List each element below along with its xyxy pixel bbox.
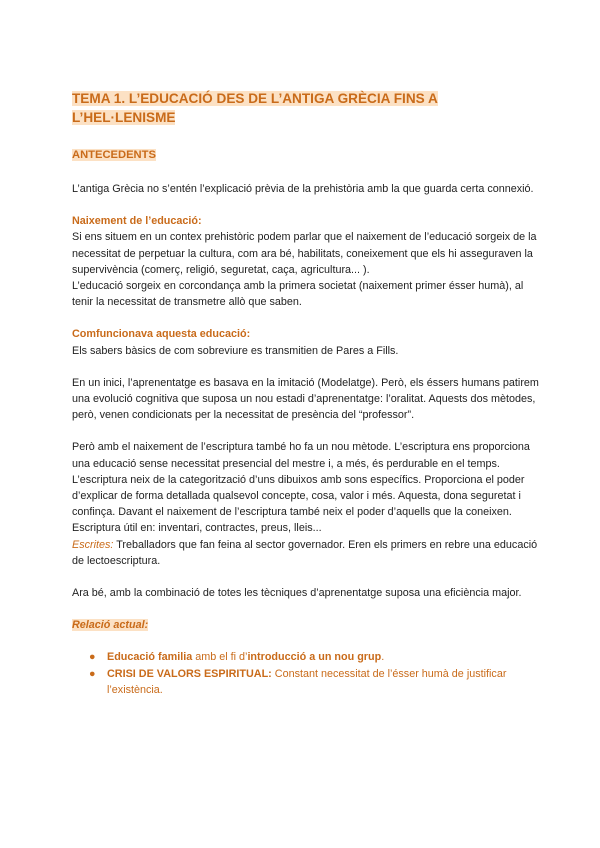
list-item-bold: Educació familia [107, 651, 193, 664]
funciona-paragraph-4: L’escriptura neix de la categorització d’uns dibuixos amb sons específics. Proporciona el poder d’explicar de forma detallada qualsevol concepte, cosa, valor i més. Aquesta, dona seguretat i confinça. Davant el naixement de l’escriptura també neix el poder d’aquells que la coneixen. [72, 473, 525, 519]
funciona-heading: Comfuncionava aquesta educació: [72, 328, 251, 341]
relacio-heading [72, 617, 542, 633]
funciona-paragraph-6: Ara bé, amb la combinació de totes les tècniques d’aprenentatge suposa una eficiència major. [72, 587, 522, 600]
list-item-text: . [381, 651, 385, 664]
relacio-heading-text: Relació actual: [72, 619, 149, 632]
naixement-heading: Naixement de l’educació: [72, 215, 202, 228]
bullet-icon: ● [89, 667, 96, 680]
list-item [72, 666, 542, 698]
document-content [72, 89, 542, 698]
escrites-label: Escrites: [72, 538, 114, 551]
title-line-2: L’HEL·LENISME [72, 110, 176, 125]
list-item-text: amb el fi d’ [192, 651, 248, 664]
escrites-paragraph [72, 537, 542, 569]
antecedents-heading [72, 147, 542, 163]
page-title [72, 89, 542, 127]
list-item-text: Constant necessitat de l’ésser humà de justificar l’existència. [107, 667, 507, 696]
list-item-bold: CRISI DE VALORS ESPIRITUAL: [107, 667, 272, 680]
relacio-list [72, 649, 542, 698]
list-item [72, 649, 542, 665]
funciona-paragraph-3: Però amb el naixement de l’escriptura també ho fa un nou mètode. L’escriptura ens proporciona una educació sense necessitat presencial del mestre i, a més, és perdurable en el temps. [72, 441, 530, 470]
escrites-text: Treballadors que fan feina al sector governador. Eren els primers en rebre una educació de lectoescriptura. [72, 538, 538, 567]
funciona-paragraph-5: Escriptura útil en: inventari, contractes, preus, lleis... [72, 522, 322, 535]
antecedents-intro: L’antiga Grècia no s’entén l’explicació prèvia de la prehistòria amb la que guarda certa connexió. [72, 183, 534, 195]
list-item-bold: introducció a un nou grup [247, 651, 382, 664]
antecedents-heading-text: ANTECEDENTS [72, 149, 156, 161]
naixement-paragraph-2: L’educació sorgeix en corcondança amb la primera societat (naixement primer ésser humà), al tenir la necessitat de transmetre allò que saben. [72, 280, 524, 309]
funciona-paragraph-2: En un inici, l’aprenentatge es basava en la imitació (Modelatge). Però, els éssers humans patirem una evolució cognitiva que suposa un nou estadi d’aprenentatge: l’oralitat. Aquests dos mètodes, però, venen condicionats per la necessitat de presència del “professor”. [72, 376, 539, 422]
naixement-paragraph-1: Si ens situem en un contex prehistòric podem parlar que el naixement de l’educació sorgeix de la necessitat de perpetuar la cultura, com ara bé, habilitats, coneixement que els hi asseguraven la supervivència (comerç, religió, seguretat, caça, agricultura... ). [72, 231, 537, 276]
bullet-icon: ● [89, 651, 96, 664]
funciona-paragraph-1: Els sabers bàsics de com sobreviure es transmitien de Pares a Fills. [72, 344, 399, 357]
title-line-1: TEMA 1. L’EDUCACIÓ DES DE L’ANTIGA GRÈCIA FINS A [72, 91, 438, 106]
